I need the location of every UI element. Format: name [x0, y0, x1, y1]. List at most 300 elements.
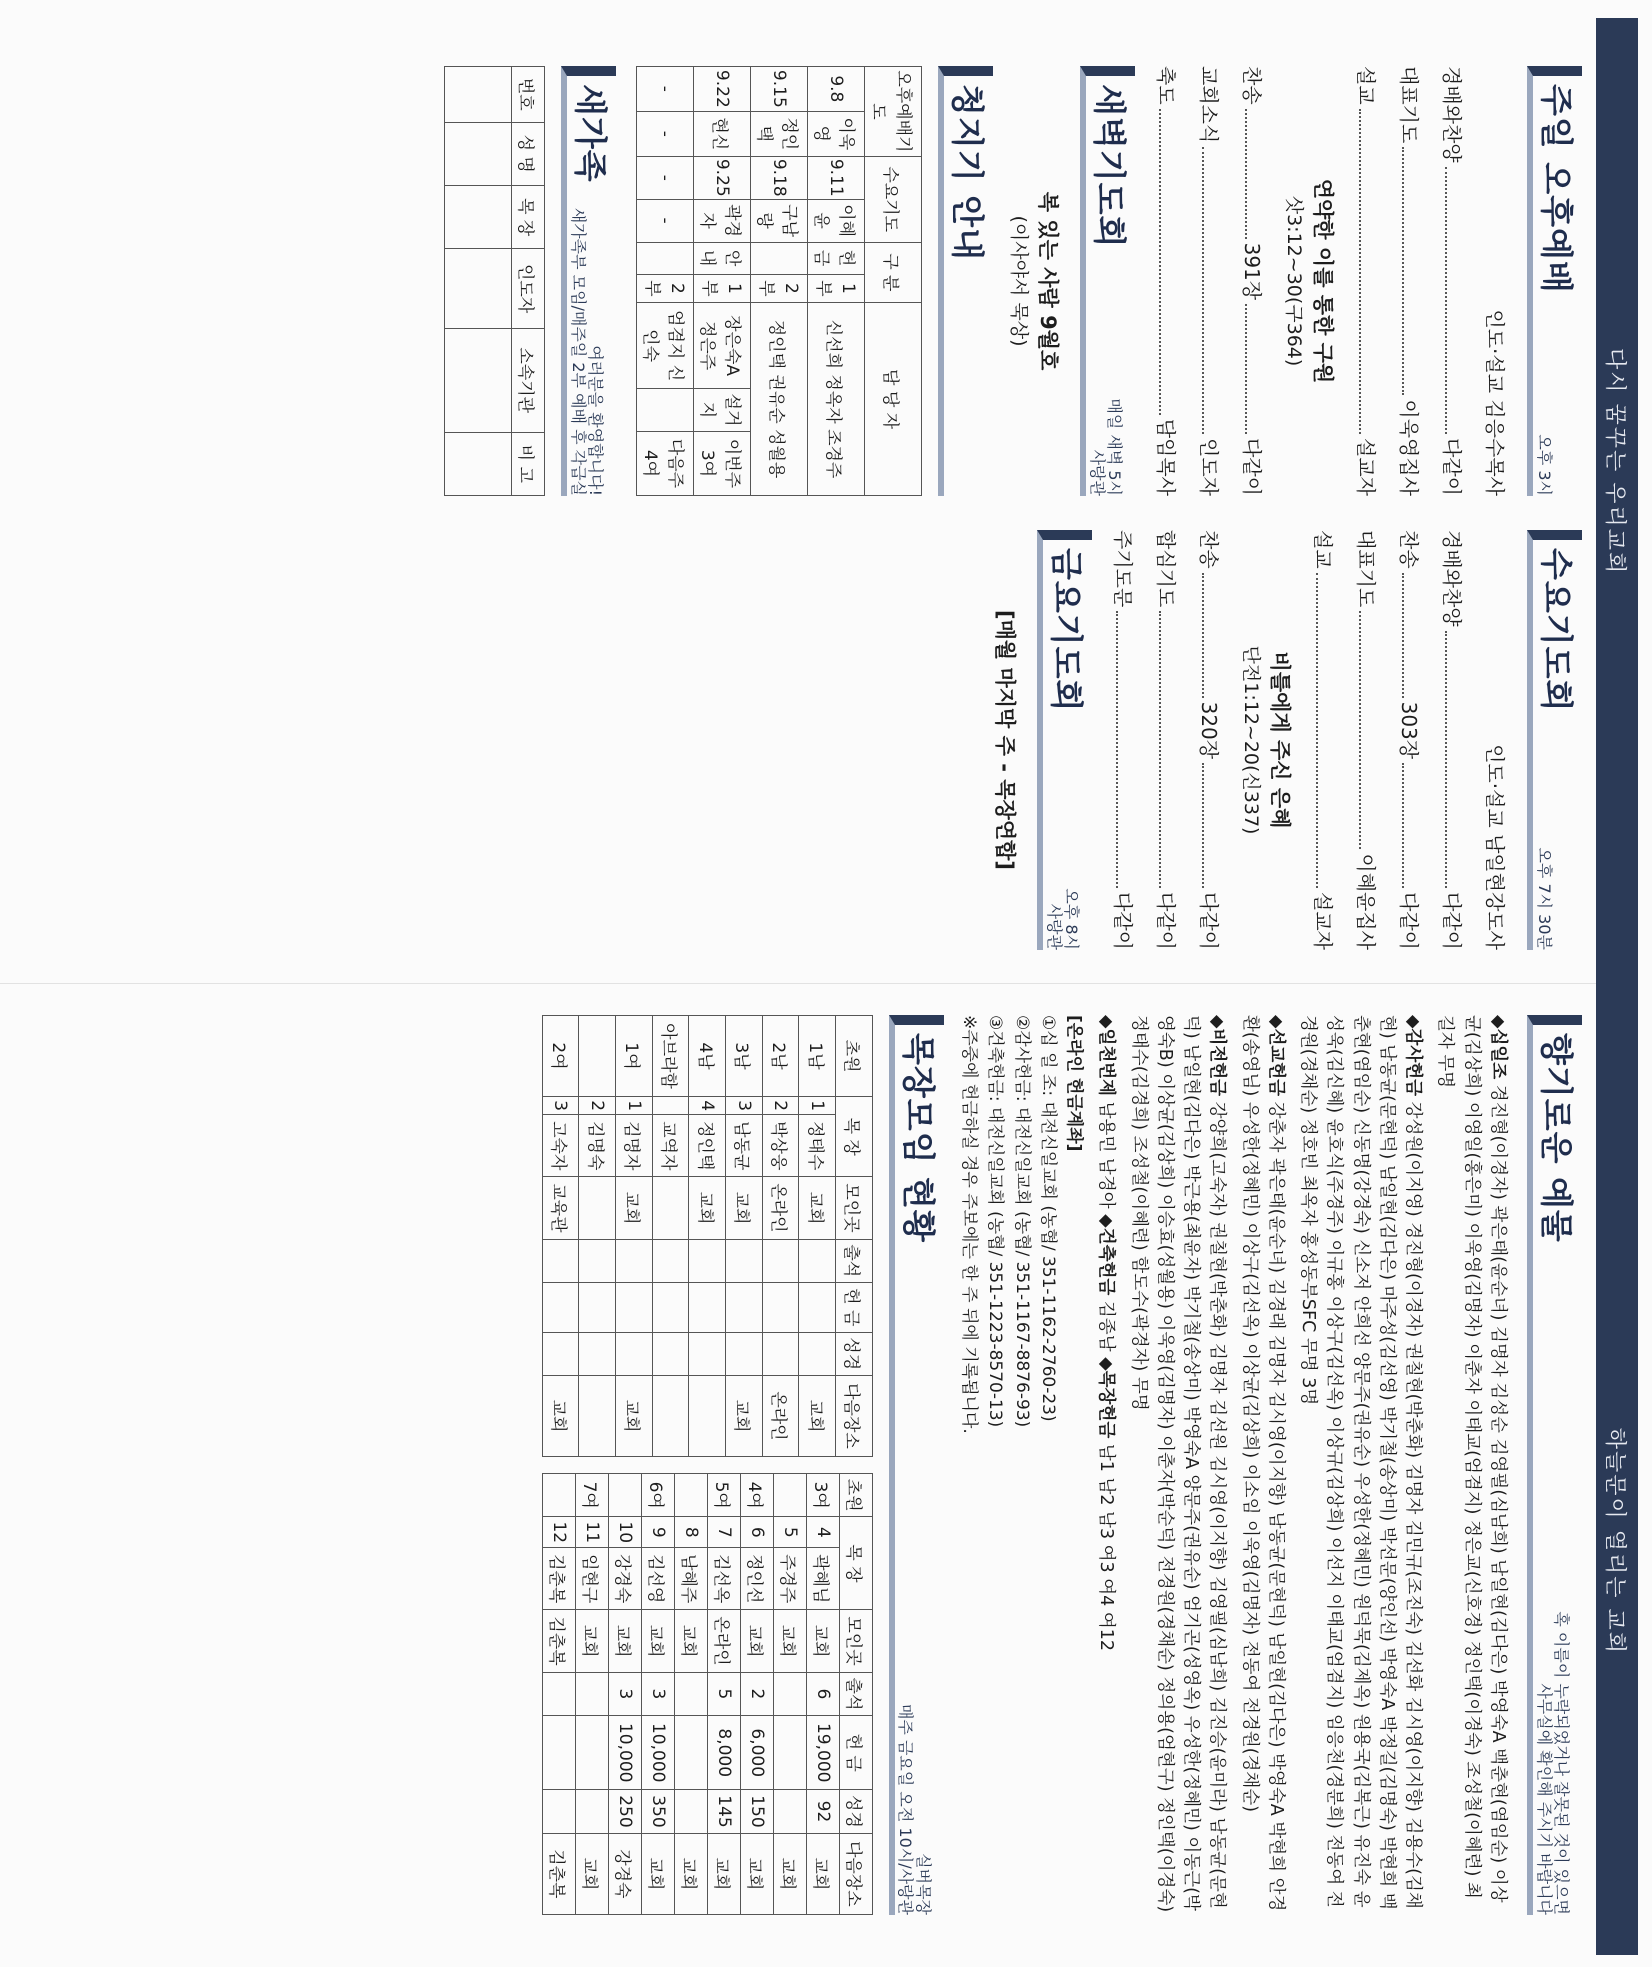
cells-cell	[689, 1332, 726, 1375]
cell-offering-label: ◆목장헌금	[1096, 1357, 1117, 1439]
cells-cell: 9	[641, 1517, 674, 1548]
cleaning-cell: 정인택	[751, 111, 808, 156]
cells-row	[806, 1474, 839, 1915]
newfamily-col-header: 인도자	[512, 249, 545, 329]
offering-title: 향기로운 예물	[1537, 1033, 1576, 1243]
cells-cell: 교회	[575, 1610, 608, 1672]
order-label: 설교	[1311, 530, 1335, 569]
cells-cell	[542, 1672, 575, 1715]
banner	[1596, 18, 1638, 1955]
cells-cell: 강경숙	[608, 1833, 641, 1914]
order-label: 대표기도	[1397, 66, 1421, 144]
cells-cell: 주경주	[773, 1548, 806, 1610]
cleaning-cell: 정인택 권유순 성월용	[751, 303, 808, 496]
cleaning-cell: 신선희 정옥자 조경주	[808, 303, 865, 496]
cells-cell: 2남	[762, 1016, 799, 1097]
cells-cell: 150	[740, 1790, 773, 1833]
cells-col-header: 성경	[839, 1790, 872, 1833]
order-value: 인도자	[1197, 438, 1221, 496]
building-names: 김종남	[1096, 1300, 1117, 1352]
cells-cell: 강경숙	[608, 1548, 641, 1610]
cells-cell: 고숙자	[542, 1115, 579, 1177]
order-value: 설교자	[1354, 438, 1378, 496]
cells-row	[542, 1474, 575, 1915]
offering-vision	[1126, 1015, 1231, 1915]
cleaning-cell: 장은숙A 정은주	[694, 303, 751, 389]
cells-cell	[773, 1672, 806, 1715]
cells-cell: 11	[575, 1517, 608, 1548]
order-value: 다같이	[1440, 892, 1464, 950]
cleaning-col-header: 오후예배기도	[865, 67, 922, 157]
order-dots	[1245, 109, 1268, 239]
cells-cell	[575, 1672, 608, 1715]
cells-cell: 1	[799, 1097, 836, 1115]
order-item	[1239, 66, 1268, 496]
wed-sermon	[1239, 530, 1296, 950]
cells-cell: 교회	[615, 1375, 652, 1456]
sermon-title: 연약한 이를 통한 구원	[1311, 178, 1335, 384]
cells-cell	[652, 1239, 689, 1282]
sunday-pm-order-2	[1153, 66, 1268, 496]
cleaning-cell: -	[637, 199, 694, 242]
cleaning-cell: -	[637, 111, 694, 156]
cells-cell	[575, 1790, 608, 1833]
cleaning-cell: 1부	[808, 274, 865, 302]
order-hymn: 320장	[1197, 701, 1221, 760]
cells-cell: 김선영	[641, 1548, 674, 1610]
cleaning-cell: 이혜윤	[808, 199, 865, 242]
cells-cell: 김춘복	[542, 1833, 575, 1914]
thanks-label: ◆감사헌금	[1403, 1015, 1424, 1097]
cells-cell: 3남	[725, 1016, 762, 1097]
order-dots	[1445, 167, 1468, 434]
cells-cell: 7	[707, 1517, 740, 1548]
friday-time	[1045, 888, 1080, 950]
online-accounts	[956, 1015, 1088, 1915]
newfamily-cell	[445, 249, 512, 329]
cells-cell	[542, 1332, 579, 1375]
wed-order-2	[1110, 530, 1225, 950]
cleaning-cell: 9.22	[694, 67, 751, 112]
order-value: 다같이	[1111, 892, 1135, 950]
thousand-names: 남용민 남경아	[1096, 1101, 1117, 1209]
order-item	[1196, 530, 1225, 950]
cells-cell: 3	[641, 1672, 674, 1715]
order-label: 경배와찬양	[1440, 66, 1464, 163]
cleaning-cell: 9.8	[808, 67, 865, 112]
cells-cell: 교역자	[652, 1115, 689, 1177]
cells-cell	[579, 1016, 616, 1097]
cells-note-2: 매주 금요일 오전 10시/사랑관	[896, 1703, 916, 1915]
wed-sermon-title: 비틀에게 주신 은혜	[1268, 651, 1292, 829]
cells-title: 목장모임 현황	[898, 1033, 938, 1243]
cells-cell: 남혜주	[674, 1548, 707, 1610]
order-item	[1439, 530, 1468, 950]
offering-header	[1527, 1015, 1582, 1915]
cleaning-cell: 2부	[637, 274, 694, 302]
banner-left: 다시 꿈꾸는 우리교회	[1602, 348, 1628, 576]
sunday-pm-header	[1527, 66, 1582, 496]
cleaning-col-header: 구 분	[865, 242, 922, 303]
cells-cell	[542, 1239, 579, 1282]
cells-cell: 정인택	[689, 1115, 726, 1177]
sunday-pm-leader: 인도·설교 김응수목사	[1483, 309, 1507, 496]
cells-cell	[652, 1282, 689, 1332]
cells-note-1: 실버목장	[913, 1853, 933, 1915]
cells-cell	[674, 1790, 707, 1833]
cells-cell	[799, 1332, 836, 1375]
cells-cell: 3	[542, 1097, 579, 1115]
dawn-time	[1088, 398, 1123, 496]
cells-cell: 2	[579, 1097, 616, 1115]
thousand-label: ◆일천번제	[1096, 1015, 1117, 1097]
offering-other	[1093, 1015, 1119, 1915]
newfamily-col-header: 소속기관	[512, 328, 545, 432]
order-dots	[1245, 304, 1268, 434]
cells-cell	[725, 1332, 762, 1375]
cleaning-cell	[637, 242, 694, 274]
offering-thanks	[1295, 1015, 1426, 1915]
newfamily-notes	[569, 208, 604, 496]
cleaning-cell: 9.18	[751, 156, 808, 199]
cleaning-cell: 9.11	[808, 156, 865, 199]
offering-notes	[1535, 1611, 1570, 1915]
cells-cell	[579, 1177, 616, 1239]
cells-col-header: 헌 금	[835, 1282, 872, 1332]
cells-cell: 19,000	[806, 1716, 839, 1790]
friday-header	[1037, 530, 1092, 950]
cells-cell	[652, 1097, 689, 1115]
order-item	[1310, 530, 1339, 950]
cells-row	[652, 1016, 689, 1457]
cells-tables	[542, 1015, 873, 1915]
cells-row	[707, 1474, 740, 1915]
col-2	[981, 530, 1582, 950]
cells-row	[773, 1474, 806, 1915]
online-title: [온라인 헌금계좌]	[1064, 1015, 1085, 1152]
cells-cell	[799, 1282, 836, 1332]
order-dots	[1202, 147, 1225, 434]
wed-order	[1310, 530, 1468, 950]
cells-cell: 임현구	[575, 1548, 608, 1610]
cells-cell: 92	[806, 1790, 839, 1833]
cells-cell: 350	[641, 1790, 674, 1833]
cells-cell: 교회	[806, 1610, 839, 1672]
order-dots	[1316, 573, 1339, 888]
cells-cell	[652, 1332, 689, 1375]
cells-cell	[579, 1239, 616, 1282]
cleaning-cell: 이욱영	[808, 111, 865, 156]
cells-cell: 4	[689, 1097, 726, 1115]
cells-row	[579, 1016, 616, 1457]
cells-cell: 김춘복	[542, 1610, 575, 1672]
cells-cell: 교회	[740, 1610, 773, 1672]
cells-cell: 교회	[740, 1833, 773, 1914]
cells-col-header: 헌 금	[839, 1716, 872, 1790]
newfamily-cell	[445, 67, 512, 123]
cells-cell: 교회	[707, 1833, 740, 1914]
cells-cell: 교회	[575, 1833, 608, 1914]
cells-cell: 박상웅	[762, 1115, 799, 1177]
cells-header-row	[839, 1474, 872, 1915]
order-value: 담임목사	[1154, 418, 1178, 496]
cells-cell: 4남	[689, 1016, 726, 1097]
cleaning-cell: 1부	[694, 274, 751, 302]
cells-cell: 6,000	[740, 1716, 773, 1790]
dawn-line-1: 복 있는 사람 9월호	[1036, 191, 1060, 371]
order-dots	[1402, 147, 1425, 395]
cleaning-header	[938, 66, 993, 496]
cells-cell: 3	[608, 1672, 641, 1715]
cells-cell: 곽혜님	[806, 1548, 839, 1610]
cells-col-header: 초원	[839, 1474, 872, 1517]
cells-cell: 온라인	[762, 1375, 799, 1456]
cells-row	[575, 1474, 608, 1915]
order-item	[1153, 66, 1182, 496]
order-value: 다같이	[1440, 438, 1464, 496]
cleaning-row	[808, 67, 865, 496]
cells-cell: 145	[707, 1790, 740, 1833]
cleaning-cell: 안내	[694, 242, 751, 274]
online-account: ②감사헌금: 대전신일교회 (농협/ 351-1167-8876-93)	[1011, 1015, 1032, 1428]
cleaning-cell: 9.25	[694, 156, 751, 199]
tithe-label: ◆십일조	[1488, 1015, 1508, 1080]
order-item	[1353, 66, 1382, 496]
cleaning-cell: -	[637, 156, 694, 199]
mission-label: ◆선교헌금	[1266, 1015, 1286, 1097]
col-1	[444, 66, 1582, 496]
newfamily-header	[561, 66, 616, 496]
cells-cell: 교회	[725, 1375, 762, 1456]
order-item	[1439, 66, 1468, 496]
cleaning-cell: 현신	[694, 111, 751, 156]
order-dots	[1202, 573, 1225, 698]
cleaning-cell	[694, 431, 751, 495]
cells-cell	[542, 1716, 575, 1790]
cells-cell: 교회	[773, 1610, 806, 1672]
col-3	[542, 1015, 1582, 1915]
cells-cell	[579, 1332, 616, 1375]
vision-names: 강양희(고숙자) 권칠현(박춘화) 김명자 김선원 김시영(이지향) 김영필(심남희) 김진승(윤미라) 남동균(문현덕) 남일현(김다은) 박근용(최윤자) 박기철(송상미) 박영숙A 양문주(권유순) 엄기곤(성영옥) 우성한(정혜민) 이동근(박영숙B) 이상균(김상희) 이승효(성월용) 이욱영(김명자) 이춘자(박순덕) 전경원(경채순) 정의용(엄현구) 정인택(이경숙) 정태수(김경희) 조성철(이혜련) 함도수(곽경자) 무명	[1128, 1015, 1228, 1913]
cells-cell	[615, 1239, 652, 1282]
cells-cell: 5	[707, 1672, 740, 1715]
cells-cell	[773, 1716, 806, 1790]
cells-cell: 8,000	[707, 1716, 740, 1790]
cells-cell: 교회	[725, 1177, 762, 1239]
cells-cell	[773, 1474, 806, 1517]
cells-cell: 아브라함	[652, 1016, 689, 1097]
cleaning-week: 다음주	[665, 438, 685, 489]
cells-cell: 3	[725, 1097, 762, 1115]
cells-row	[615, 1016, 652, 1457]
cells-cell: 5여	[707, 1474, 740, 1517]
cells-col-header: 다음장소	[839, 1833, 872, 1914]
cells-row	[689, 1016, 726, 1457]
cells-cell	[773, 1790, 806, 1833]
cells-table-right	[542, 1473, 873, 1915]
order-item	[1396, 66, 1425, 496]
order-label: 경배와찬양	[1440, 530, 1464, 627]
newfamily-col-header: 성 명	[512, 122, 545, 185]
cleaning-col-header: 담 당 자	[865, 303, 922, 496]
order-value: 이욱영집사	[1397, 399, 1421, 496]
cleaning-cell: 곽경자	[694, 199, 751, 242]
cleaning-title: 청지기 안내	[948, 84, 987, 261]
cells-cell: 5	[773, 1517, 806, 1548]
cells-header	[889, 1015, 944, 1915]
newfamily-col-header: 목 장	[512, 185, 545, 248]
cells-cell	[542, 1474, 575, 1517]
online-note: ※주중에 헌금하실 경우 주보에는 한 주 뒤에 기록됩니다.	[958, 1015, 979, 1434]
order-label: 주기도문	[1111, 530, 1135, 608]
cells-col-header: 모인곳	[839, 1610, 872, 1672]
cells-cell: 1	[615, 1097, 652, 1115]
cells-cell	[762, 1239, 799, 1282]
cells-col-header: 성경	[835, 1332, 872, 1375]
cells-cell	[674, 1672, 707, 1715]
cleaning-cell: 9.15	[751, 67, 808, 112]
order-dots	[1359, 109, 1382, 434]
cells-cell: 김춘복	[542, 1548, 575, 1610]
sunday-pm-time: 오후 3시	[1534, 434, 1554, 496]
order-label: 설교	[1354, 66, 1378, 105]
order-dots	[1159, 611, 1182, 888]
cleaning-cell	[637, 431, 694, 495]
order-dots	[1359, 611, 1382, 849]
online-account: ③건축헌금: 대전신일교회 (농협/ 351-1223-8570-13)	[985, 1015, 1006, 1428]
newfamily-table	[444, 66, 545, 496]
cells-row	[740, 1474, 773, 1915]
cells-cell	[762, 1282, 799, 1332]
cells-cell: 교회	[641, 1610, 674, 1672]
cells-cell	[725, 1282, 762, 1332]
vision-label: ◆비전헌금	[1207, 1015, 1228, 1097]
cells-cell	[542, 1282, 579, 1332]
offering-mission	[1237, 1015, 1290, 1915]
cells-cell: 남동균	[725, 1115, 762, 1177]
cells-cell: 2	[762, 1097, 799, 1115]
newfamily-note-2: 새가족부 모임/매주일 2부 예배 후 각급실	[568, 207, 588, 496]
cell-offering-names: 남1 남2 남3 여3 여4 여12	[1096, 1443, 1117, 1652]
cells-cell: 온라인	[762, 1177, 799, 1239]
order-dots	[1402, 763, 1425, 888]
cells-table-left	[542, 1015, 873, 1457]
building-label: ◆건축헌금	[1096, 1214, 1117, 1296]
offering-note-2: 사무실에 확인해 주시기 바랍니다	[1534, 1683, 1554, 1915]
wed-header	[1527, 530, 1582, 950]
cells-cell	[542, 1790, 575, 1833]
cells-cell: 6	[740, 1517, 773, 1548]
sunday-pm-title: 주일 오후예배	[1537, 84, 1576, 294]
order-value: 다같이	[1240, 438, 1264, 497]
dawn-title: 새벽기도회	[1090, 84, 1129, 249]
order-value: 다같이	[1397, 892, 1421, 951]
order-dots	[1159, 109, 1182, 415]
dawn-text	[1007, 66, 1064, 496]
cells-col-header: 모인곳	[835, 1177, 872, 1239]
newfamily-row	[445, 67, 512, 496]
cleaning-col-header: 수요기도	[865, 156, 922, 242]
cells-cell: 교회	[806, 1833, 839, 1914]
cells-cell: 10,000	[608, 1716, 641, 1790]
order-label: 합심기도	[1154, 530, 1178, 608]
dawn-header	[1080, 66, 1135, 496]
cells-cell: 교회	[689, 1177, 726, 1239]
cells-cell: 정인선	[740, 1548, 773, 1610]
cells-cell	[674, 1474, 707, 1517]
cleaning-table	[636, 66, 922, 496]
cells-cell	[799, 1239, 836, 1282]
cells-cell	[652, 1375, 689, 1456]
wed-sermon-verse: 단전1:12~20(신337)	[1240, 645, 1262, 835]
newfamily-note-1: 여러분을 환영합니다!	[586, 345, 606, 496]
newfamily-cell	[445, 432, 512, 495]
newfamily-title: 새가족	[571, 84, 610, 183]
cleaning-cell	[751, 242, 808, 274]
cells-row	[608, 1474, 641, 1915]
cells-cell: 김명자	[615, 1115, 652, 1177]
cleaning-row	[637, 67, 694, 496]
friday-time-1: 오후 8시	[1062, 888, 1082, 950]
cells-cell: 7여	[575, 1474, 608, 1517]
cells-cell: 6	[806, 1672, 839, 1715]
cells-cell: 정태수	[799, 1115, 836, 1177]
cells-cell: 3여	[806, 1474, 839, 1517]
cells-row	[674, 1474, 707, 1915]
cells-cell	[689, 1282, 726, 1332]
friday-text	[991, 530, 1021, 950]
cleaning-row	[694, 67, 751, 496]
cells-row	[725, 1016, 762, 1457]
cells-cell	[579, 1375, 616, 1456]
cleaning-cell: 엄겸지 신인숙	[637, 303, 694, 389]
cells-cell: 교회	[773, 1833, 806, 1914]
order-label: 교회소식	[1197, 66, 1221, 144]
cells-col-header: 다음장소	[835, 1375, 872, 1456]
cells-cell: 교회	[799, 1375, 836, 1456]
cells-col-header: 출석	[839, 1672, 872, 1715]
cleaning-cell: -	[637, 67, 694, 112]
cells-cell: 1여	[615, 1016, 652, 1097]
cells-cell: 교회	[799, 1177, 836, 1239]
cells-col-header: 초원	[835, 1016, 872, 1097]
cells-cell	[615, 1332, 652, 1375]
cells-row	[542, 1016, 579, 1457]
cells-cell	[608, 1474, 641, 1517]
cleaning-cell: 설거지	[694, 389, 751, 432]
friday-title: 금요기도회	[1047, 548, 1086, 713]
cells-cell: 12	[542, 1517, 575, 1548]
cells-header-row	[835, 1016, 872, 1457]
dawn-line-2: (이사야서 묵상)	[1008, 215, 1030, 347]
order-value: 다같이	[1154, 892, 1178, 950]
order-label: 찬송	[1397, 530, 1421, 569]
cleaning-header-row	[865, 67, 922, 496]
order-label: 찬송	[1240, 66, 1264, 105]
newfamily-cell	[445, 122, 512, 185]
cells-cell	[689, 1375, 726, 1456]
cells-row	[799, 1016, 836, 1457]
cells-cell: 4여	[740, 1474, 773, 1517]
cells-cell: 6여	[641, 1474, 674, 1517]
cells-cell: 교육관	[542, 1177, 579, 1239]
cells-cell: 10,000	[641, 1716, 674, 1790]
order-item	[1196, 66, 1225, 496]
cells-col-header: 목 장	[839, 1517, 872, 1610]
cells-cell: 온라인	[707, 1610, 740, 1672]
cells-cell: 교회	[641, 1833, 674, 1914]
order-label: 대표기도	[1354, 530, 1378, 608]
